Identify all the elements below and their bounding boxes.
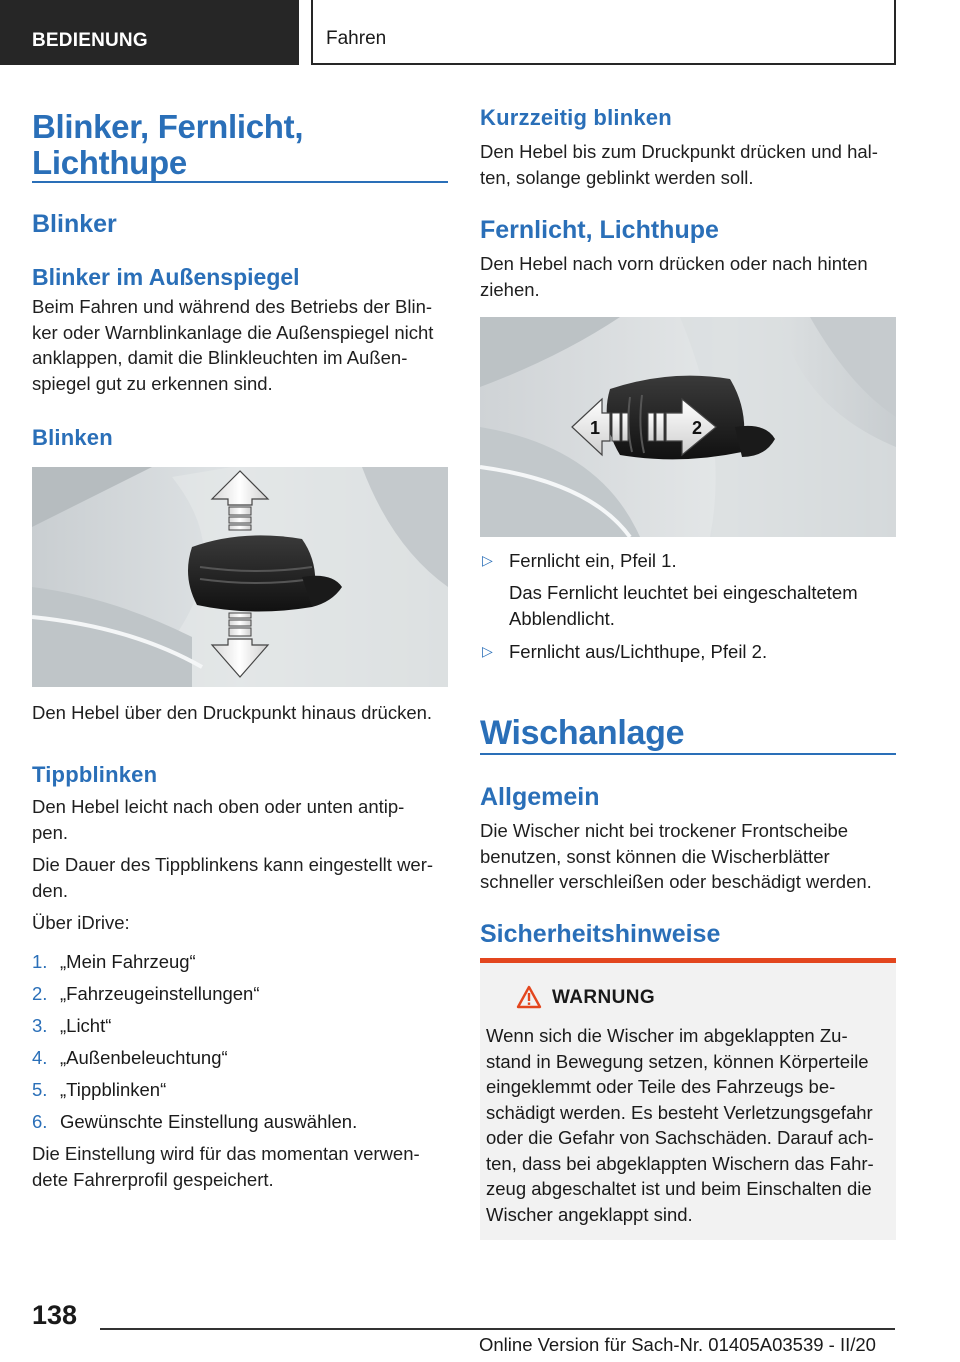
warning-triangle-icon bbox=[516, 985, 542, 1009]
list-number: 2. bbox=[32, 983, 48, 1004]
arrow-label-1: 1 bbox=[590, 418, 601, 438]
section-tab bbox=[0, 0, 299, 65]
triangle-bullet-icon: ▷ bbox=[482, 552, 493, 568]
text-line: schädigt werden. Es besteht Verletzungsgefahr bbox=[486, 1101, 873, 1123]
paragraph-idrive: Über iDrive: bbox=[32, 912, 130, 933]
list-text: Fernlicht aus/Lichthupe, Pfeil 2. bbox=[509, 641, 768, 662]
list-text: „Mein Fahrzeug“ bbox=[60, 951, 196, 972]
text-line: Den Hebel leicht nach oben oder unten antip- bbox=[32, 796, 405, 817]
list-text: „Fahrzeugeinstellungen“ bbox=[60, 983, 260, 1004]
list-number: 6. bbox=[32, 1111, 48, 1132]
text-line: den. bbox=[32, 879, 69, 901]
text-line: schneller verschleißen oder beschädigt werden. bbox=[480, 871, 872, 892]
heading-wischanlage: Wischanlage bbox=[480, 714, 685, 752]
list-number: 1. bbox=[32, 951, 48, 972]
text-line: ker oder Warnblinkanlage die Außenspiegel nicht bbox=[32, 321, 434, 343]
text-line: stand in Bewegung setzen, können Körperteile bbox=[486, 1050, 869, 1072]
page-title-line1: Blinker, Fernlicht, bbox=[32, 108, 304, 145]
warning-box bbox=[480, 958, 896, 1240]
text-line: ten, solange geblinkt werden soll. bbox=[480, 166, 754, 188]
list-text: „Licht“ bbox=[60, 1015, 112, 1036]
blinker-lever-illustration bbox=[32, 467, 448, 687]
heading-aussenspiegel: Blinker im Außenspiegel bbox=[32, 264, 300, 290]
paragraph-aussenspiegel bbox=[32, 294, 448, 396]
text-line: spiegel gut zu erkennen sind. bbox=[32, 372, 273, 394]
footer-text: Online Version für Sach-Nr. 01405A03539 - II/20 bbox=[479, 1334, 876, 1355]
heading-kurzzeitig: Kurzzeitig blinken bbox=[480, 105, 672, 130]
text-line: zeug abgeschaltet ist und beim Einschalten die bbox=[486, 1178, 872, 1199]
text-line: ziehen. bbox=[480, 278, 540, 300]
text-line: Wenn sich die Wischer im abgeklappten Zu- bbox=[486, 1025, 848, 1046]
text-line: oder die Gefahr von Sachschäden. Darauf ach- bbox=[486, 1127, 874, 1148]
paragraph-tipp1 bbox=[32, 794, 448, 845]
fernlicht-lever-illustration bbox=[480, 317, 896, 537]
paragraph-saved bbox=[32, 1141, 448, 1192]
figure-fernlicht-lever bbox=[480, 317, 896, 537]
heading-allgemein: Allgemein bbox=[480, 783, 600, 811]
heading-tippblinken: Tippblinken bbox=[32, 762, 158, 787]
text-line: Die Dauer des Tippblinkens kann eingestellt wer- bbox=[32, 854, 434, 875]
section-label: BEDIENUNG bbox=[32, 30, 148, 51]
page-number: 138 bbox=[32, 1300, 78, 1330]
chapter-label: Fahren bbox=[326, 28, 387, 49]
text-line: Die Wischer nicht bei trockener Frontscheibe bbox=[480, 820, 849, 841]
paragraph-kurzzeitig bbox=[480, 139, 896, 190]
list-number: 5. bbox=[32, 1079, 48, 1100]
text-line: Abblendlicht. bbox=[509, 607, 615, 629]
text-line: Den Hebel bis zum Druckpunkt drücken und hal- bbox=[480, 141, 878, 162]
heading-blinken: Blinken bbox=[32, 425, 113, 450]
list-text: „Außenbeleuchtung“ bbox=[60, 1047, 228, 1068]
list-text: „Tippblinken“ bbox=[60, 1079, 167, 1100]
text-line: ten, dass bei abgeklappten Wischern das Fahr- bbox=[486, 1152, 874, 1174]
paragraph-tipp2 bbox=[32, 852, 448, 903]
heading-fernlicht: Fernlicht, Lichthupe bbox=[480, 216, 719, 244]
list-text: Fernlicht ein, Pfeil 1. bbox=[509, 550, 677, 571]
text-line: anklappen, damit die Blinkleuchten im Außen- bbox=[32, 347, 408, 368]
figure-blinker-lever bbox=[32, 467, 448, 687]
warning-title: WARNUNG bbox=[552, 987, 656, 1008]
list-number: 3. bbox=[32, 1015, 48, 1036]
paragraph-fernlicht bbox=[480, 251, 896, 302]
warning-text bbox=[486, 1023, 892, 1227]
text-line: Den Hebel nach vorn drücken oder nach hinten bbox=[480, 253, 868, 274]
text-line: Das Fernlicht leuchtet bei eingeschaltetem bbox=[509, 582, 858, 603]
text-line: Wischer angeklappt sind. bbox=[486, 1203, 693, 1225]
triangle-bullet-icon: ▷ bbox=[482, 643, 493, 659]
text-line: pen. bbox=[32, 821, 69, 843]
arrow-label-2: 2 bbox=[692, 418, 703, 438]
text-line: benutzen, sonst können die Wischerblätter bbox=[480, 845, 830, 867]
footer-rule bbox=[100, 1328, 895, 1330]
text-line: Die Einstellung wird für das momentan verwen- bbox=[32, 1143, 420, 1164]
text-line: eingeklemmt oder Teile des Fahrzeugs be- bbox=[486, 1076, 836, 1097]
title-rule bbox=[32, 181, 448, 183]
heading-blinker: Blinker bbox=[32, 210, 117, 238]
heading-sicherheitshinweise: Sicherheitshinweise bbox=[480, 920, 721, 948]
text-line: dete Fahrerprofil gespeichert. bbox=[32, 1168, 274, 1190]
wischanlage-rule bbox=[480, 753, 896, 755]
paragraph-allgemein bbox=[480, 818, 896, 895]
page-title-line2: Lichthupe bbox=[32, 144, 187, 181]
list-number: 4. bbox=[32, 1047, 48, 1068]
text-line: Beim Fahren und während des Betriebs der Blin- bbox=[32, 296, 433, 317]
chapter-tab bbox=[311, 0, 896, 65]
paragraph-blinken: Den Hebel über den Druckpunkt hinaus drücken. bbox=[32, 702, 433, 723]
list-text: Gewünschte Einstellung auswählen. bbox=[60, 1111, 358, 1132]
